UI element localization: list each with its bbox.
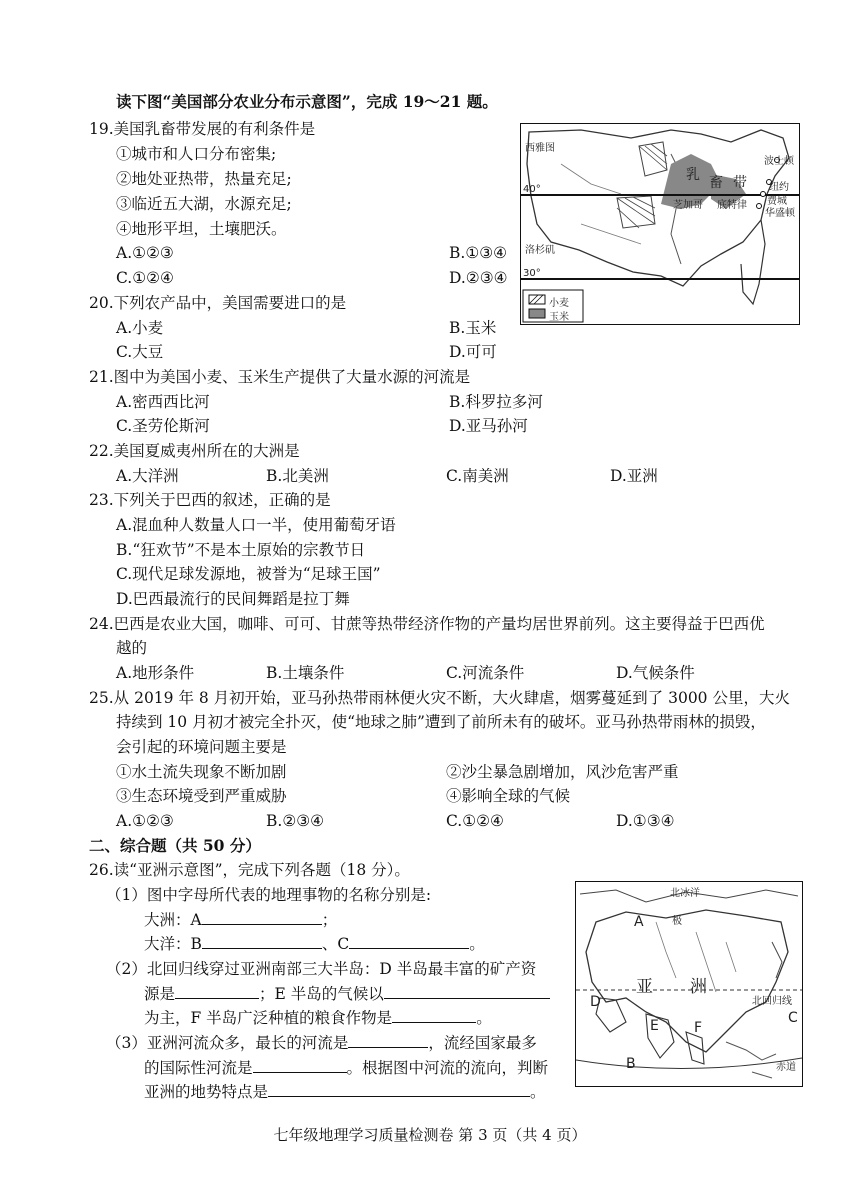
q26-part-1: （1）图中字母所代表的地理事物的名称分别是:	[106, 886, 432, 904]
label-newyork: 纽约	[769, 182, 789, 193]
label-river: 极	[672, 916, 682, 927]
label-seattle: 西雅图	[525, 143, 555, 154]
punct: 。	[530, 1083, 546, 1101]
q25-option-d: D.①③④	[616, 812, 675, 830]
q24-option-a: A.地形条件	[116, 664, 195, 682]
ocean-c-label: 、C	[321, 935, 350, 953]
q20-stem: 20.下列农产品中，美国需要进口的是	[89, 294, 347, 312]
label-dairy-3: 带	[733, 175, 747, 191]
label-lat-30: 30°	[523, 268, 541, 279]
label-f: F	[694, 1020, 703, 1036]
us-agriculture-map	[520, 123, 800, 325]
label-detroit: 底特律	[717, 200, 747, 211]
text: 亚洲的地势特点是	[144, 1083, 269, 1101]
q19-option-a: A.①②③	[116, 244, 174, 262]
q25-item-1: ①水土流失现象不断加剧	[116, 763, 287, 781]
punct: 。	[469, 935, 485, 953]
q20-option-c: C.大豆	[116, 343, 164, 361]
q26-part-2b	[144, 984, 550, 1004]
answer-blank-a[interactable]	[202, 910, 322, 925]
label-arctic-ocean: 北冰洋	[670, 888, 700, 899]
q24-stem-2: 越的	[116, 639, 148, 657]
label-c: C	[788, 1010, 798, 1026]
q23-option-a: A.混血种人数量人口一半，使用葡萄牙语	[116, 516, 396, 534]
label-tropic-of-cancer: 北回归线	[752, 996, 792, 1007]
q19-item-1: ①城市和人口分布密集;	[116, 145, 277, 163]
q20-option-d: D.可可	[449, 343, 497, 361]
label-dairy-2: 畜	[709, 175, 723, 191]
q25-item-2: ②沙尘暴急剧增加，风沙危害严重	[446, 763, 679, 781]
q24-option-c: C.河流条件	[446, 664, 525, 682]
label-d: D	[590, 994, 601, 1010]
asia-map	[575, 881, 803, 1087]
ocean-label: 大洋：B	[144, 935, 202, 953]
q19-item-3: ③临近五大湖，水源充足;	[116, 195, 292, 213]
label-boston: 波士顿	[764, 156, 794, 167]
legend-corn: 玉米	[549, 312, 569, 323]
punct: ；	[321, 911, 338, 929]
text: 。根据图中河流的流向，判断	[346, 1059, 549, 1077]
text: ，流经国家最多	[428, 1034, 537, 1052]
q26-part-1b	[144, 934, 485, 954]
answer-blank-f-crop[interactable]	[392, 1008, 476, 1023]
q25-option-c: C.①②④	[446, 812, 504, 830]
q25-stem-3: 会引起的环境问题主要是	[116, 738, 287, 756]
q19-option-d: D.②③④	[449, 269, 508, 287]
q24-option-d: D.气候条件	[616, 664, 695, 682]
q20-option-a: A.小麦	[116, 319, 164, 337]
q26-part-2c	[144, 1008, 492, 1028]
q22-option-a: A.大洋洲	[116, 467, 179, 485]
label-asia-1: 亚	[636, 977, 653, 997]
q19-option-b: B.①③④	[449, 244, 508, 262]
q26-part-3c	[144, 1082, 546, 1102]
q19-option-c: C.①②④	[116, 269, 174, 287]
q23-stem: 23.下列关于巴西的叙述，正确的是	[89, 491, 331, 509]
q19-item-4: ④地形平坦，土壤肥沃。	[116, 220, 287, 238]
q21-option-d: D.亚马孙河	[449, 417, 528, 435]
q23-option-c: C.现代足球发源地，被誉为“足球王国”	[116, 565, 381, 583]
answer-blank-b[interactable]	[202, 934, 322, 949]
label-la: 洛杉矶	[525, 245, 555, 256]
q22-option-b: B.北美洲	[266, 467, 329, 485]
text: 的国际性河流是	[144, 1059, 253, 1077]
label-a: A	[634, 914, 644, 930]
q19-stem: 19.美国乳畜带发展的有利条件是	[89, 120, 316, 138]
q21-option-c: C.圣劳伦斯河	[116, 417, 210, 435]
answer-blank-international-river[interactable]	[253, 1058, 347, 1073]
section-intro: 读下图“美国部分农业分布示意图”，完成 19～21 题。	[116, 92, 498, 111]
q26-part-3a	[106, 1033, 537, 1053]
q24-stem-1: 24.巴西是农业大国，咖啡、可可、甘蔗等热带经济作物的产量均居世界前列。这主要得益于巴西优	[89, 615, 765, 633]
q22-option-d: D.亚洲	[610, 467, 658, 485]
q21-option-a: A.密西西比河	[116, 393, 210, 411]
label-dairy-1: 乳	[686, 167, 700, 183]
label-lat-40: 40°	[523, 184, 541, 195]
section-2-title: 二、综合题（共 50 分）	[89, 836, 261, 855]
q25-stem-1: 25.从 2019 年 8 月初开始，亚马孙热带雨林便火灾不断，大火肆虐，烟雾蔓延到了 3000 公里，大火	[89, 689, 790, 707]
q21-option-b: B.科罗拉多河	[449, 393, 543, 411]
q25-option-a: A.①②③	[116, 812, 174, 830]
q24-option-b: B.土壤条件	[266, 664, 345, 682]
label-chicago: 芝加哥	[673, 200, 703, 211]
q25-option-b: B.②③④	[266, 812, 325, 830]
q19-item-2: ②地处亚热带，热量充足;	[116, 170, 292, 188]
label-washington: 华盛顿	[765, 208, 795, 219]
answer-blank-e-climate[interactable]	[384, 984, 550, 999]
text: （3）亚洲河流众多，最长的河流是	[106, 1034, 349, 1052]
q26-part-1a	[144, 910, 337, 930]
answer-blank-d-mineral[interactable]	[175, 984, 259, 999]
answer-blank-longest-river[interactable]	[348, 1033, 428, 1048]
text: 源是	[144, 985, 176, 1003]
q22-option-c: C.南美洲	[446, 467, 509, 485]
q23-option-b: B.“狂欢节”不是本土原始的宗教节日	[116, 541, 366, 559]
legend-wheat: 小麦	[549, 298, 569, 309]
q20-option-b: B.玉米	[449, 319, 497, 337]
punct: 。	[476, 1009, 492, 1027]
q26-part-3b	[144, 1058, 548, 1078]
continent-label: 大洲：A	[144, 911, 202, 929]
label-philly: 费城	[767, 196, 787, 207]
text: ；E 半岛的气候以	[259, 985, 384, 1003]
q26-stem: 26.读“亚洲示意图”，完成下列各题（18 分）。	[89, 861, 410, 879]
label-e: E	[650, 1018, 659, 1034]
answer-blank-terrain[interactable]	[268, 1082, 530, 1097]
page-footer: 七年级地理学习质量检测卷 第 3 页（共 4 页）	[273, 1126, 587, 1144]
text: 为主，F 半岛广泛种植的粮食作物是	[144, 1009, 393, 1027]
label-asia-2: 洲	[690, 977, 707, 997]
label-b: B	[626, 1056, 636, 1072]
q22-stem: 22.美国夏威夷州所在的大洲是	[89, 442, 300, 460]
answer-blank-c[interactable]	[349, 934, 469, 949]
asia-map-graphic	[576, 882, 802, 1086]
q25-item-4: ④影响全球的气候	[446, 787, 571, 805]
q26-part-2a: （2）北回归线穿过亚洲南部三大半岛：D 半岛最丰富的矿产资	[106, 960, 537, 978]
q25-item-3: ③生态环境受到严重威胁	[116, 787, 287, 805]
q23-option-d: D.巴西最流行的民间舞蹈是拉丁舞	[116, 590, 350, 608]
label-equator: 赤道	[776, 1062, 796, 1073]
q25-stem-2: 持续到 10 月初才被完全扑灭，使“地球之肺”遭到了前所未有的破坏。亚马孙热带雨林的损毁，	[116, 713, 766, 731]
q21-stem: 21.图中为美国小麦、玉米生产提供了大量水源的河流是	[89, 368, 471, 386]
